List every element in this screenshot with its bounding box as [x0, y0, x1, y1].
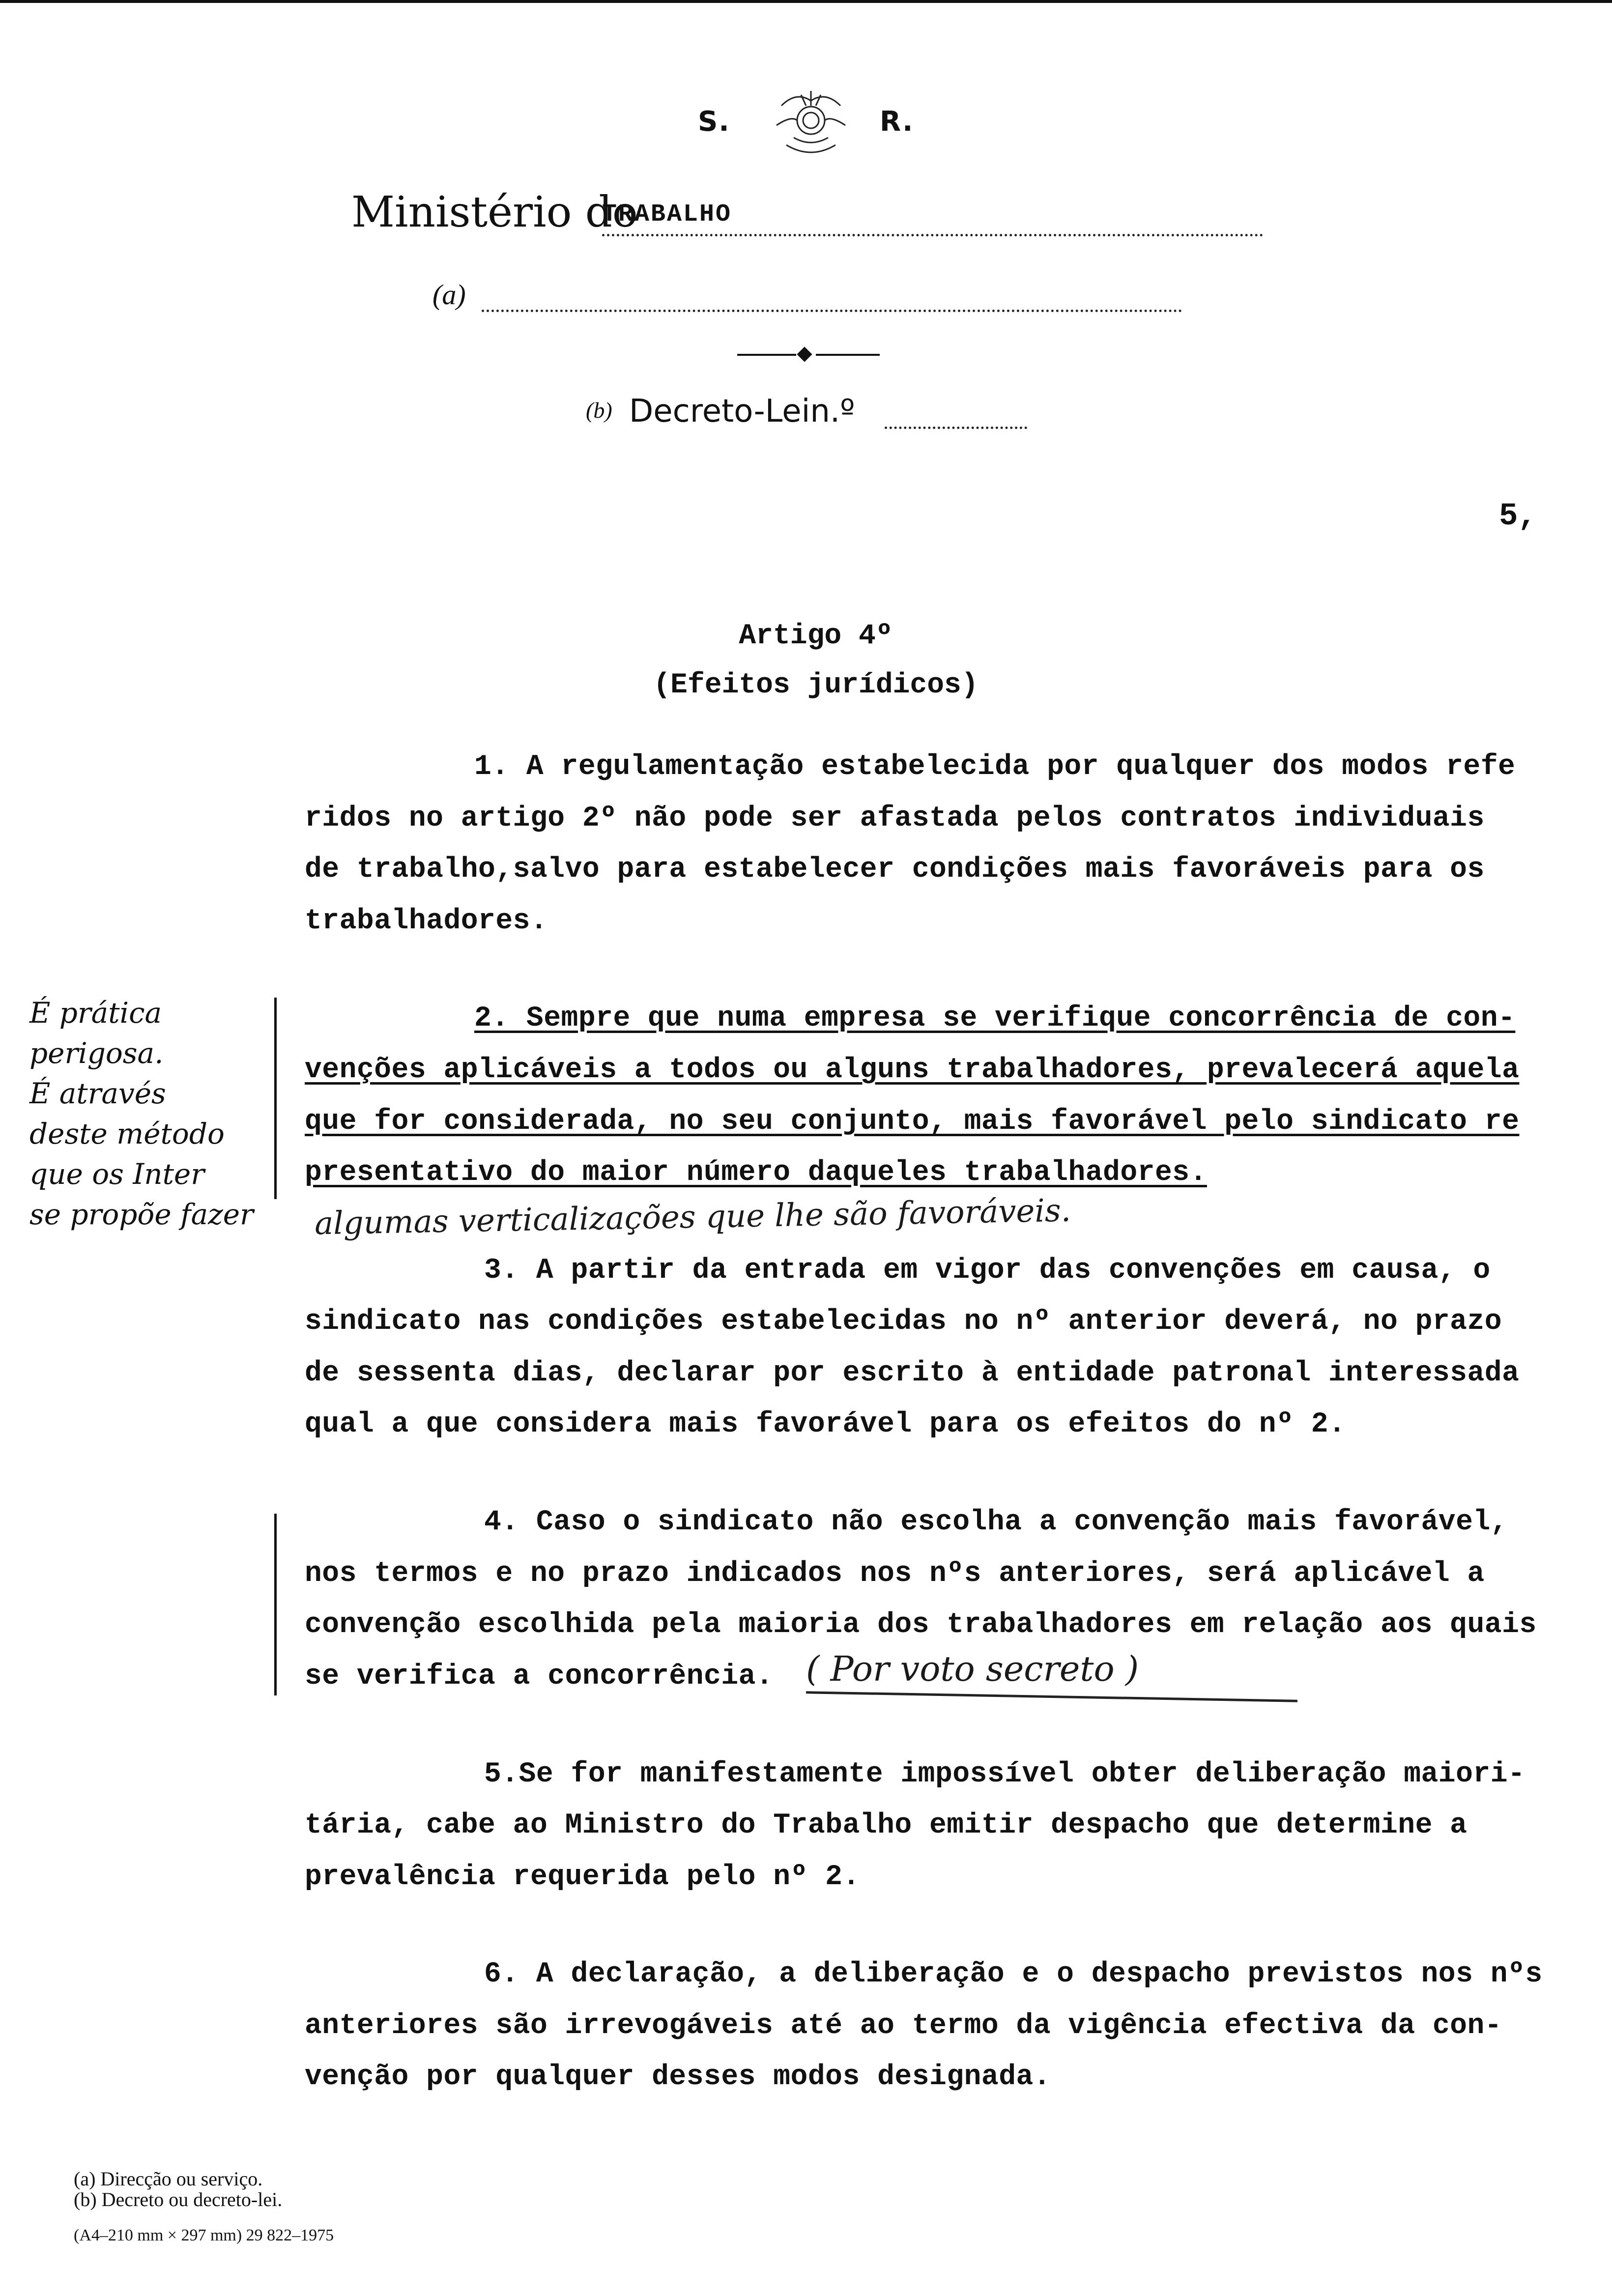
- para4-line3: convenção escolhida pela maioria dos trabalhadores em relação aos quais: [305, 1609, 1537, 1641]
- para4-line2: nos termos e no prazo indicados nos nºs anteriores, será aplicável a: [305, 1558, 1485, 1590]
- ministry-name: TRABALHO: [602, 201, 732, 229]
- footnote-b: (b) Decreto ou decreto-lei.: [74, 2188, 283, 2210]
- para3-line2: sindicato nas condições estabelecidas no nº anterior deverá, no prazo: [305, 1306, 1502, 1338]
- field-a-marker: (a): [432, 279, 466, 311]
- ornament-diamond-icon: [797, 346, 812, 362]
- margin-bracket-para2: [274, 998, 277, 1199]
- ministry-dotted-line: [602, 234, 1263, 236]
- para1-line4: trabalhadores.: [305, 905, 548, 937]
- article-title: Artigo 4º: [739, 620, 893, 652]
- ornament-rule-left: [737, 354, 796, 356]
- para6-line2: anteriores são irrevogáveis até ao termo da vigência efectiva da con-: [305, 2010, 1502, 2042]
- para5-line1: 5.Se for manifestamente impossível obter deliberação maiori-: [484, 1758, 1526, 1790]
- print-reference: (A4–210 mm × 297 mm) 29 822–1975: [74, 2226, 334, 2244]
- margin-note-line: perigosa.: [29, 1036, 164, 1070]
- margin-note-line: se propõe fazer: [29, 1198, 254, 1231]
- para1-line2: ridos no artigo 2º não pode ser afastada pelos contratos individuais: [305, 803, 1485, 834]
- para1-line3: de trabalho,salvo para estabelecer condições mais favoráveis para os: [305, 854, 1485, 886]
- handwritten-para4-underline: [806, 1691, 1297, 1702]
- ornament-rule-right: [816, 354, 880, 356]
- field-a-dotted-line: [482, 310, 1182, 312]
- para6-line3: venção por qualquer desses modos designada.: [305, 2061, 1051, 2093]
- article-subtitle: (Efeitos jurídicos): [653, 669, 979, 701]
- para3-line4: qual a que considera mais favorável para os efeitos do nº 2.: [305, 1408, 1346, 1440]
- para2-line2: venções aplicáveis a todos ou alguns trabalhadores, prevalecerá aquela: [305, 1054, 1520, 1086]
- top-border: [0, 0, 1612, 3]
- margin-note-line: É prática: [29, 996, 162, 1030]
- margin-bracket-para4: [274, 1514, 277, 1695]
- footnote-a: (a) Direcção ou serviço.: [74, 2168, 263, 2190]
- margin-note-line: que os Inter: [29, 1157, 204, 1191]
- ministry-label: Ministério do: [351, 188, 638, 237]
- decree-label: Decreto-Lein.º: [629, 393, 855, 430]
- coat-of-arms-icon: [767, 86, 855, 160]
- decree-dotted-line: [885, 427, 1027, 429]
- handwritten-para4-note: ( Por voto secreto ): [806, 1649, 1139, 1689]
- para3-line3: de sessenta dias, declarar por escrito à entidade patronal interessada: [305, 1357, 1520, 1389]
- field-b-marker: (b): [586, 398, 612, 423]
- para2-line3: que for considerada, no seu conjunto, mais favorável pelo sindicato re: [305, 1106, 1520, 1138]
- para5-line3: prevalência requerida pelo nº 2.: [305, 1861, 860, 1893]
- para1-line1: 1. A regulamentação estabelecida por qualquer dos modos refe: [474, 751, 1516, 783]
- margin-note-line: É através: [29, 1077, 166, 1110]
- handwritten-continuation: algumas verticalizações que lhe são favoráveis.: [314, 1192, 1071, 1242]
- para3-line1: 3. A partir da entrada em vigor das convenções em causa, o: [484, 1255, 1491, 1287]
- para4-line1: 4. Caso o sindicato não escolha a convenção mais favorável,: [484, 1506, 1508, 1538]
- page-number: 5,: [1499, 499, 1537, 534]
- para2-line1: 2. Sempre que numa empresa se verifique concorrência de con-: [474, 1003, 1516, 1034]
- para2-line4: presentativo do maior número daqueles trabalhadores.: [305, 1157, 1207, 1189]
- handwritten-margin-note: [29, 993, 254, 1234]
- margin-note-line: deste método: [29, 1117, 225, 1150]
- letterhead-right-letter: R.: [880, 106, 914, 138]
- letterhead-left-letter: S.: [698, 106, 730, 138]
- para4-line4: se verifica a concorrência.: [305, 1661, 774, 1693]
- para5-line2: tária, cabe ao Ministro do Trabalho emitir despacho que determine a: [305, 1809, 1468, 1841]
- para6-line1: 6. A declaração, a deliberação e o despacho previstos nos nºs: [484, 1958, 1543, 1990]
